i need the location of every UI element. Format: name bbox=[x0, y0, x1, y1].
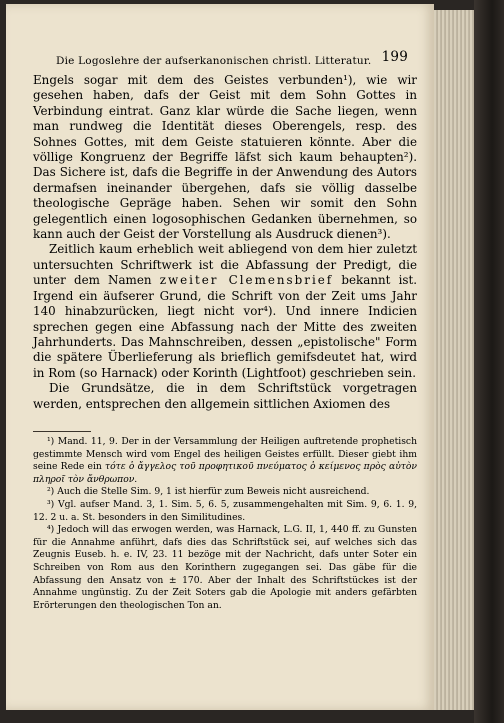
main-text bbox=[33, 73, 417, 412]
paragraph-3: Die Grundsätze, die in dem Schriftstück vorgetragen werden, entsprechen den allgemein sittlichen Axiomen des bbox=[33, 381, 417, 411]
footnote-1-text: ¹) Mand. 11, 9. Der in der Versammlung der Heiligen auftretende prophetisch gestimmte Mensch wird vom Engel des heiligen Geistes erfüllt. Dieser giebt ihm seine Rede ein bbox=[33, 436, 417, 473]
footnote-3: ³) Vgl. aufser Mand. 3, 1. Sim. 5, 6. 5, zusammengehalten mit Sim. 9, 6. 1. 9, 12. 2 u. a. St. besonders in den Similitudines. bbox=[33, 498, 417, 523]
page-number: 199 bbox=[381, 49, 408, 65]
paragraph-1: Engels sogar mit dem des Geistes verbunden¹), wie wir gesehen haben, dafs der Geist mit dem Sohn Gottes in Verbindung eintrat. Ganz klar würde die Sache liegen, wenn man rundweg die Identität dieses Oberengels, resp. des Sohnes Gottes, mit dem Geiste statuieren könnte. Aber die völlige Kongruenz der Begriffe läfst sich kaum behaupten²). Das Sichere ist, dafs die Begriffe in der Anwendung des Autors dermafsen ineinander übergehen, dafs sie völlig dasselbe theologische Gepräge haben. Sehen wir somit den Sohn gelegentlich einen logosophischen Gedanken übernehmen, so kann auch der Geist der Vorstellung als Ausdruck dienen³). bbox=[33, 73, 417, 242]
footnote-4: ⁴) Jedoch will das erwogen werden, was Harnack, L.G. II, 1, 440 ff. zu Gunsten für die Annahme anführt, dafs dies das Schriftstück sei, auf welches sich das Zeugnis Euseb. h. e. IV, 23. 11 bezöge mit der Nachricht, dafs unter Soter ein Schreiben von Rom aus den Korinthern zugegangen sei. Das gäbe für die Abfassung den Ansatz von ± 170. Aber der Inhalt des Schriftstückes ist der Annahme ungünstig. Zu der Zeit Soters gab die Apologie mit anders gefärbten Erörterungen den theologischen Ton an. bbox=[33, 524, 417, 611]
paragraph-2 bbox=[33, 242, 417, 381]
paragraph-2-end: bekannt ist. Irgend ein äufserer Grund, die Schrift von der Zeit ums Jahr 140 hinabzurücken, liegt nicht vor⁴). Und innere Indicien sprechen gegen eine Abfassung nach der Mitte des zweiten Jahrhunderts. Das Mahnschreiben, dessen „epistolische" Form die spätere Überlieferung als brieflich gemifsdeutet hat, wird in Rom (so Harnack) oder Korinth (Lightfoot) geschrieben sein. bbox=[33, 273, 418, 380]
page-edges bbox=[434, 10, 474, 710]
paragraph-2-start: Zeitlich kaum erheblich weit abliegend von dem hier zuletzt untersuchten Schriftwerk ist die Abfassung der Predigt, die unter dem Namen bbox=[33, 242, 417, 288]
book-spine bbox=[474, 0, 504, 723]
footnote-rule bbox=[33, 431, 91, 432]
footnote-1-greek: τότε ὁ ἄγγελος τοῦ προφητικοῦ πνεύματος ὁ κείμενος πρὸς αὐτὸν πληροῖ τὸν ἄνθρωπον. bbox=[33, 461, 417, 485]
footnote-2: ²) Auch die Stelle Sim. 9, 1 ist hierfür zum Beweis nicht ausreichend. bbox=[47, 486, 370, 498]
footnote-1 bbox=[33, 436, 417, 486]
spaced-title: zweiter Clemensbrief bbox=[159, 273, 334, 288]
footnotes bbox=[33, 436, 417, 612]
running-title: Die Logoslehre der aufserkanonischen christl. Litteratur. bbox=[56, 55, 372, 67]
running-header bbox=[34, 49, 414, 69]
